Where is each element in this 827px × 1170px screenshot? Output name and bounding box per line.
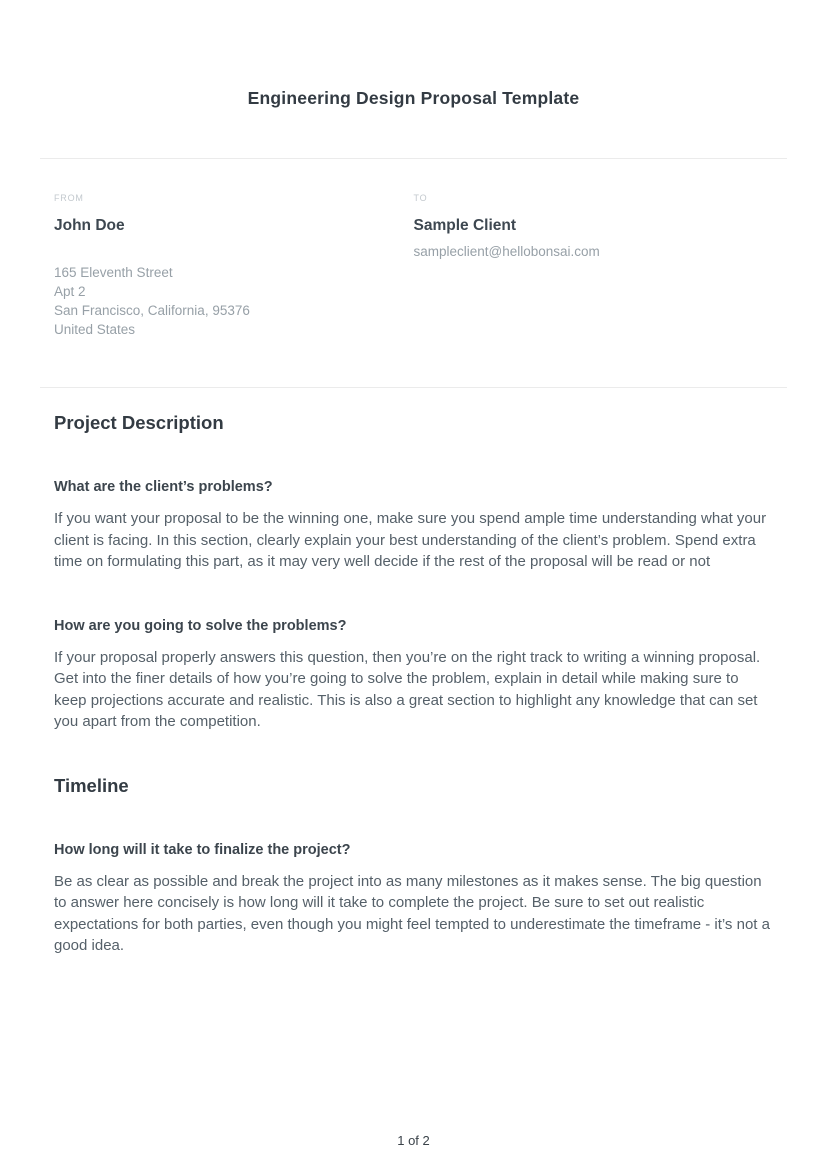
- to-label: TO: [413, 193, 428, 203]
- section-project-description: [0, 412, 827, 733]
- qa-block: [54, 842, 773, 957]
- qa-block: [54, 479, 773, 573]
- address-line: 165 Eleventh Street: [54, 265, 173, 280]
- from-block: [54, 193, 414, 339]
- address-line: Apt 2: [54, 284, 86, 299]
- from-label: FROM: [54, 193, 84, 203]
- document-title: Engineering Design Proposal Template: [247, 88, 580, 108]
- address-line: San Francisco, California, 95376: [54, 303, 250, 318]
- qa-answer: If your proposal properly answers this question, then you’re on the right track to writing a winning proposal. Get into the finer details of how you’re going to solve the problem, explain in detail while making sure to keep projections accurate and realistic. This is also a great section to highlight any knowledge that can set you apart from the competition.: [54, 648, 761, 730]
- from-name: John Doe: [54, 217, 125, 234]
- from-address: [54, 263, 414, 339]
- qa-block: [54, 618, 773, 733]
- divider: [40, 158, 787, 159]
- section-heading: Project Description: [54, 412, 224, 433]
- parties-section: [0, 193, 827, 339]
- section-heading: Timeline: [54, 774, 129, 796]
- qa-question: What are the client’s problems?: [54, 479, 273, 495]
- to-block: [414, 193, 774, 339]
- qa-answer: Be as clear as possible and break the project into as many milestones as it makes sense. The big question to answer here concisely is how long will it take to complete the project. Be sure to set out realistic expectations for both parties, even though you might feel tempted to underestimate the timeframe - it’s not a good idea.: [54, 872, 770, 954]
- to-email: sampleclient@hellobonsai.com: [413, 244, 600, 259]
- to-name: Sample Client: [413, 217, 516, 234]
- section-timeline: [0, 775, 827, 957]
- address-line: United States: [54, 322, 136, 337]
- qa-answer: If you want your proposal to be the winning one, make sure you spend ample time understanding what your client is facing. In this section, clearly explain your best understanding of the client’s problem. Spend extra time on formulating this part, as it may very well decide if the rest of the proposal will be read or not: [54, 510, 767, 570]
- qa-question: How are you going to solve the problems?: [54, 617, 347, 634]
- qa-question: How long will it take to finalize the project?: [54, 841, 351, 858]
- page-number: 1 of 2: [397, 1133, 430, 1148]
- divider: [40, 387, 787, 388]
